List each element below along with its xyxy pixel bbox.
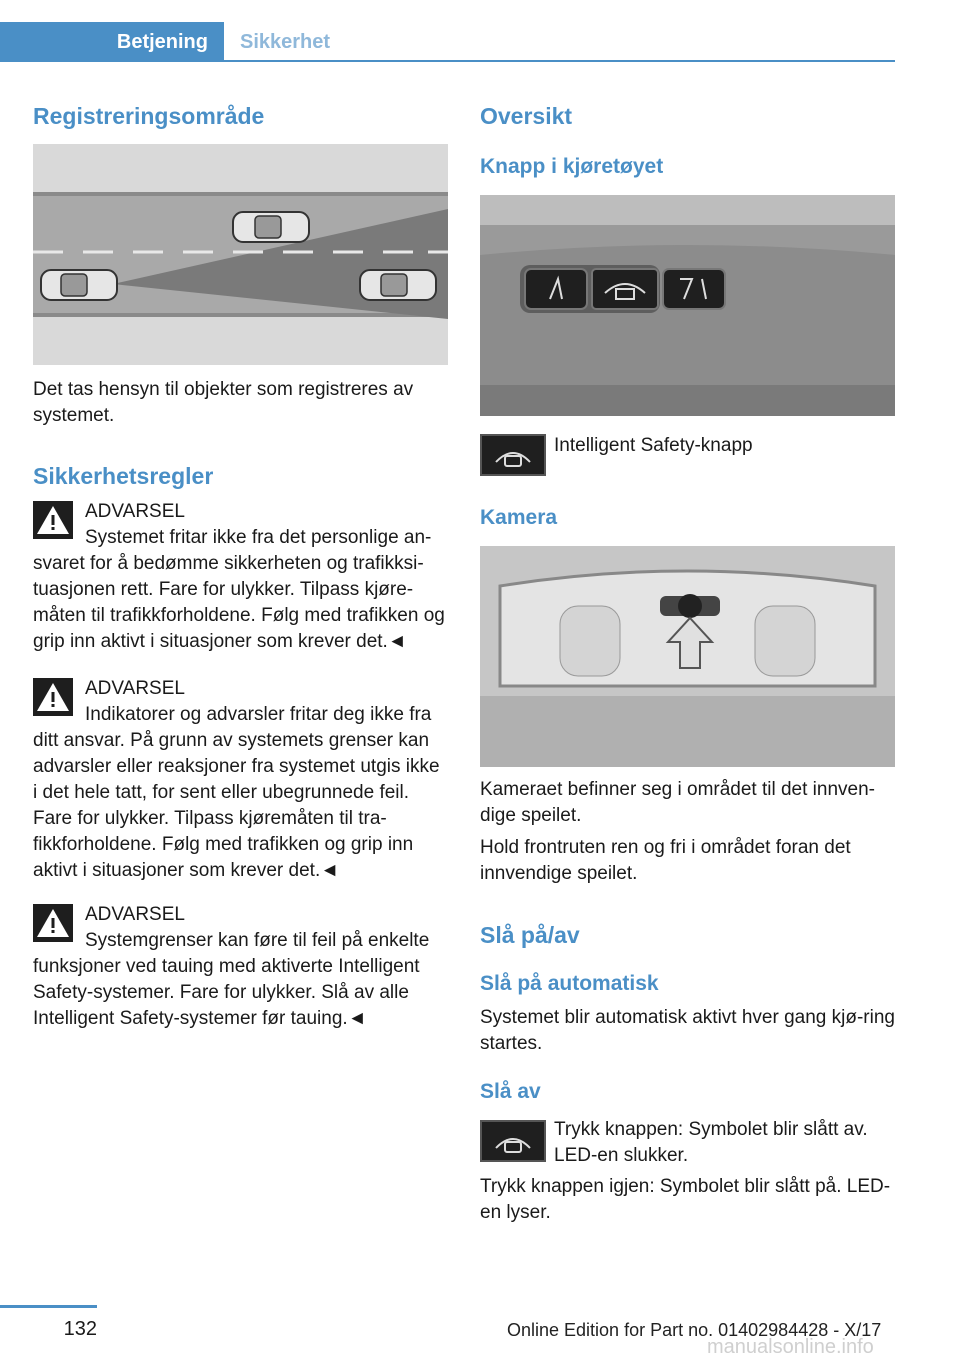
warning-heading: ADVARSEL	[85, 904, 185, 925]
button-left	[525, 269, 587, 309]
car-top	[233, 212, 309, 242]
button-panel-figure	[480, 195, 895, 416]
tab-sikkerhet-label: Sikkerhet	[240, 31, 331, 53]
heading-camera: Kamera	[480, 506, 558, 529]
page-number: 132	[63, 1318, 97, 1340]
auto-on-text: Systemet blir automatisk aktivt hver gang kjø-ring startes.	[480, 1007, 895, 1054]
intelligent-safety-button-icon	[480, 434, 546, 476]
edition-info: Online Edition for Part no. 01402984428 - X/17	[507, 1320, 882, 1340]
button-right	[663, 269, 725, 309]
tab-betjening[interactable]	[0, 22, 224, 60]
tab-sikkerhet[interactable]	[224, 22, 895, 60]
header-tabs	[0, 22, 895, 62]
heading-button-in-vehicle: Knapp i kjøretøyet	[480, 155, 664, 178]
tab-betjening-label: Betjening	[116, 31, 208, 53]
button-panel-illustration	[480, 195, 895, 416]
warning-heading: ADVARSEL	[85, 678, 185, 699]
heading-on-off: Slå på/av	[480, 922, 580, 948]
camera-illustration	[480, 546, 895, 767]
camera-clean-text: Hold frontruten ren og fri i området foran det innvendige speilet.	[480, 837, 851, 884]
warning-text: Indikatorer og advarsler fritar deg ikke fra ditt ansvar. På grunn av systemets grenser kan advarsler eller reaksjoner fra systemet utgis ikke i det hele tatt, for sent eller ubegrunnede feil. Fare for ulykker. Tilpass kjøremåten til tra-fikkforholdene. Følg med trafikken og grip inn aktivt i situasjoner som krever det.◄	[33, 704, 440, 881]
intelligent-safety-button-icon	[480, 1120, 546, 1162]
heading-safety-rules: Sikkerhetsregler	[33, 463, 214, 489]
detection-area-illustration	[33, 144, 448, 365]
detection-area-figure	[33, 144, 448, 365]
on-again-text: Trykk knappen igjen: Symbolet blir slått på. LED-en lyser.	[480, 1176, 891, 1223]
header-divider	[0, 60, 895, 62]
off-text: Trykk knappen: Symbolet blir slått av. LED-en slukker.	[554, 1119, 868, 1166]
heading-overview: Oversikt	[480, 103, 573, 129]
heading-detection-area: Registreringsområde	[33, 103, 265, 129]
car-left	[41, 270, 117, 300]
footer-divider	[0, 1305, 97, 1308]
detection-caption: Det tas hensyn til objekter som registreres av systemet.	[33, 379, 414, 426]
car-right	[360, 270, 436, 300]
heading-off: Slå av	[480, 1080, 541, 1103]
watermark: manualsonline.info	[707, 1336, 874, 1358]
warning-text: Systemgrenser kan føre til feil på enkelte funksjoner ved tauing med aktiverte Intelligent Safety-systemer. Fare for ulykker. Slå av alle Intelligent Safety-systemer før tauing.◄	[33, 930, 430, 1029]
warning-heading: ADVARSEL	[85, 501, 185, 522]
intelligent-safety-button-label: Intelligent Safety-knapp	[554, 435, 753, 456]
camera-figure	[480, 546, 895, 767]
warning-text: Systemet fritar ikke fra det personlige an-svaret for å bedømme sikkerheten og trafikksi-tuasjonen rett. Fare for ulykker. Tilpass kjøre-måten til trafikkforholdene. Følg med trafikken og grip inn aktivt i situasjoner som krever det.◄	[33, 527, 445, 652]
camera-location-text: Kameraet befinner seg i området til det innven-dige speilet.	[480, 779, 875, 826]
heading-auto-on: Slå på automatisk	[480, 972, 659, 995]
